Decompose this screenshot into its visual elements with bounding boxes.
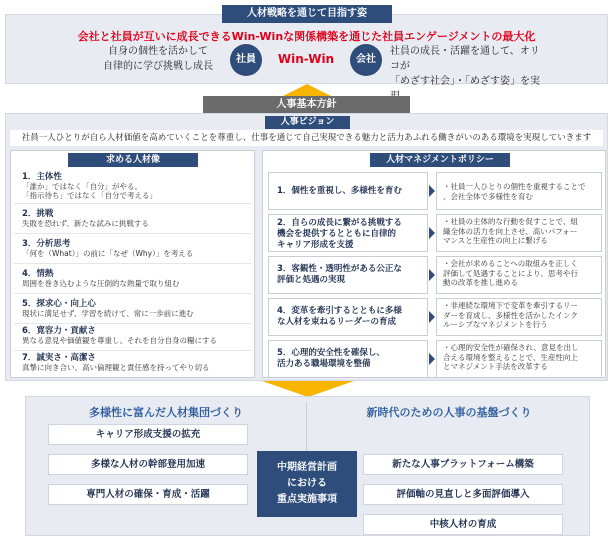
policy-detail-line: ・非連続な環境下で変革を牽引するリー [443, 301, 578, 310]
chevron-right-icon [429, 185, 435, 197]
required-talent-item [14, 351, 251, 378]
management-policy-tab: 人材マネジメントポリシー [370, 153, 510, 167]
mid-term-plan-line: における [287, 478, 327, 489]
policy-detail-line: ・社員の主体的な行動を促すことで、組 [443, 217, 578, 226]
required-talent-item [14, 207, 251, 234]
required-talent-item [14, 297, 251, 324]
management-policy-row [268, 340, 602, 378]
diverse-talent-item: 専門人材の確保・育成・活躍 [48, 484, 248, 505]
management-policy-detail [436, 256, 602, 294]
policy-title-line: 1．個性を重視し、多様性を育む [277, 186, 402, 196]
policy-detail-line: 評価して処遇することにより、思考や行 [443, 268, 578, 278]
policy-title-line: 4．変革を牽引するとともに多様 [277, 306, 402, 316]
hr-foundation-heading: 新時代のための人事の基盤づくり [366, 406, 532, 419]
policy-detail-line: 動の改革を推し進める [443, 278, 518, 287]
management-policy-title [268, 172, 428, 210]
required-talent-title: 3．分析思考 [22, 239, 71, 249]
policy-title-line: キャリア形成を支援 [277, 240, 354, 250]
management-policy-row [268, 214, 602, 252]
management-policy-detail [436, 340, 602, 378]
company-description-line: 社員の成長・活躍を通して、オリコが [390, 46, 540, 72]
required-talent-body: 周囲を巻き込むような圧倒的な熱量で取り組む [22, 279, 180, 288]
policy-detail-line: 、会社全体で多様性を育む [443, 191, 533, 201]
mid-term-plan-line: 中期経営計画 [277, 462, 337, 473]
down-arrow-icon [262, 381, 354, 397]
win-win-label: Win-Win [277, 52, 335, 66]
policy-detail-line: ・心理的安全性が確保され、意見を出し [443, 343, 579, 352]
management-policy-title [268, 256, 428, 294]
management-policy-detail [436, 214, 602, 252]
policy-title-line: 5．心理的安全性を確保し、 [277, 348, 385, 358]
required-talent-body: 「指示待ち」ではなく「自分で考える」 [22, 191, 157, 200]
chevron-right-icon [429, 353, 435, 365]
policy-detail-line: 織全体の活力を向上させ、高いパフォー [443, 226, 578, 236]
required-talent-body: 現状に満足せず、学習を続けて、常に一歩前に進む [22, 309, 194, 318]
chevron-right-icon [429, 227, 435, 239]
required-talent-title: 1．主体性 [22, 172, 62, 182]
required-talent-item [14, 324, 251, 351]
management-policy-row [268, 256, 602, 294]
required-talent-body: 「誰か」ではなく「自分」がやる。 [22, 182, 142, 191]
management-policy-row [268, 298, 602, 336]
management-policy-row [268, 172, 602, 210]
target-state-headline: 会社と社員が互いに成長できるWin-Winな関係構築を通じた社員エンゲージメントの最大化 [77, 30, 536, 43]
policy-title-line: 2．自らの成長に繋がる挑戦する [277, 218, 402, 228]
policy-title-line: 評価と処遇の実現 [277, 275, 346, 285]
management-policy-title [268, 340, 428, 378]
management-policy-detail [436, 298, 602, 336]
policy-detail-line: とマネジメント手法を改革する [443, 362, 548, 371]
section-divider [306, 402, 307, 452]
required-talent-tab: 求める人材像 [68, 153, 198, 167]
hr-basic-policy-band: 人事基本方針 [203, 96, 410, 113]
chevron-right-icon [429, 311, 435, 323]
required-talent-title: 5．探求心・向上心 [22, 299, 96, 309]
hr-vision-tab: 人事ビジョン [265, 116, 350, 129]
policy-title-line: な人材を束ねるリーダーの育成 [277, 317, 397, 327]
required-talent-item [14, 237, 251, 264]
chevron-right-icon [429, 269, 435, 281]
management-policy-detail [436, 172, 602, 210]
hr-vision-text: 社員一人ひとりが自ら人材価値を高めていくことを尊重し、仕事を通じて自己実現できる魅力と活力あふれる働きがいのある環境を実現していきます [10, 130, 603, 146]
required-talent-body: 真摯に向き合い、高い倫理観と責任感を持ってやり切る [22, 363, 210, 372]
diverse-talent-item: 多様な人材の幹部登用加速 [48, 454, 248, 475]
required-talent-item [14, 170, 251, 204]
company-description-line: 「めざす社会」・「めざす姿」を実 [390, 76, 540, 87]
required-talent-title: 2．挑戦 [22, 209, 54, 219]
policy-detail-line: ルーシブなマネジメントを行う [443, 320, 548, 329]
policy-detail-line: ダーを育成し、多様性を活かしたインク [443, 310, 578, 320]
policy-title-line: 機会を提供するとともに自律的 [277, 229, 397, 239]
up-arrow-icon [283, 84, 331, 96]
required-talent-title: 7．誠実さ・高潔さ [22, 353, 96, 363]
policy-title-line: 活力ある職場環境を整備 [277, 359, 371, 369]
employee-description-line: 自身の個性を活かして [108, 46, 208, 57]
management-policy-title [268, 298, 428, 336]
hr-foundation-item: 評価軸の見直しと多面評価導入 [363, 484, 563, 505]
target-state-tab: 人材戦略を通じて目指す姿 [222, 5, 392, 23]
policy-detail-line: 合える環境を整えることで、生産性向上 [443, 352, 578, 362]
diverse-talent-heading: 多様性に富んだ人材集団づくり [89, 406, 243, 419]
mid-term-plan-center [257, 451, 357, 517]
required-talent-body: 「何を（What）」の前に「なぜ（Why）」を考える [22, 249, 194, 258]
required-talent-title: 6．寛容力・貢献さ [22, 326, 96, 336]
required-talent-body: 失敗を恐れず、新たな試みに挑戦する [22, 219, 149, 228]
required-talent-body: 異なる意見や価値観を尊重し、それを自分自身の糧にする [22, 336, 217, 345]
employee-circle: 社員 [230, 44, 262, 76]
hr-foundation-item: 中核人材の育成 [363, 514, 563, 535]
employee-description [88, 44, 228, 74]
diverse-talent-item: キャリア形成支援の拡充 [48, 424, 248, 445]
policy-detail-line: マンスと生産性の向上に繋げる [443, 236, 548, 245]
policy-title-line: 3．客観性・透明性がある公正な [277, 264, 402, 274]
hr-foundation-item: 新たな人事プラットフォーム構築 [363, 454, 563, 475]
company-description [390, 44, 540, 104]
management-policy-title [268, 214, 428, 252]
policy-detail-line: ・社員一人ひとりの個性を重視することで [443, 182, 586, 191]
required-talent-title: 4．情熱 [22, 269, 54, 279]
company-circle: 会社 [350, 44, 382, 76]
employee-description-line: 自律的に学び挑戦し成長 [103, 61, 213, 72]
policy-detail-line: ・会社が求めることへの取組みを正しく [443, 259, 578, 268]
mid-term-plan-line: 重点実施事項 [277, 494, 337, 505]
required-talent-item [14, 267, 251, 294]
